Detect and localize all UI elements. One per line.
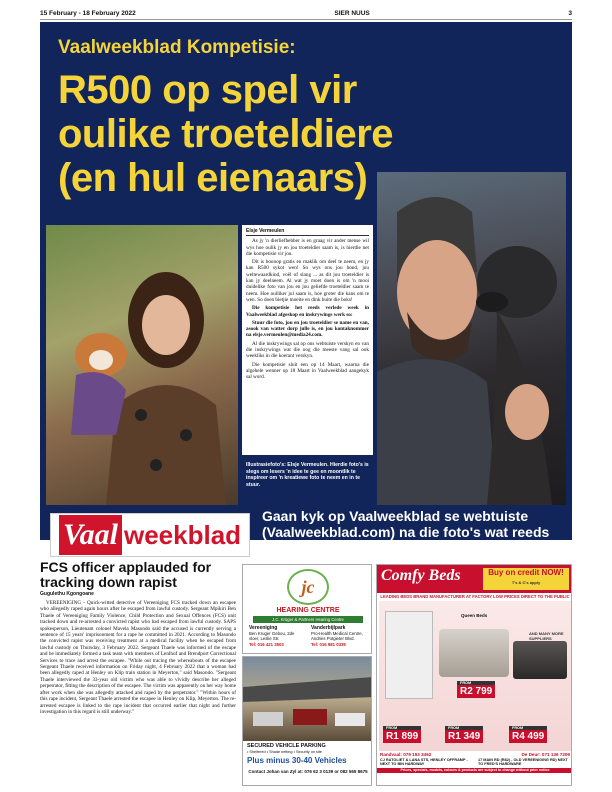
news-paragraph: VEREENIGING - Quick-witted detective of Vereeniging FCS tracked down an escapee who allegedly raped again hours after he escaped from lawful custody. Sergeant Mpikiri Ben Thaele of Vereeniging Family Violence, Child Protection and Sexual Offences (FCS) unit tracked down and re-arrested a convicted rapist who had escaped from lawful custody. SAPS spokesperson, Lieutenant colonel Mavela Masondo said the accused is currently serving a sentence of 15 years' imprisonment for a rape he committed in 2021. According to Masondo the convicted rapist was receiving treatment at a medical facility when he escaped from lawful custody on Thursday, 3 February 2022. Sergeant Thaele was informed of the escape and he immediately formed a task team with members of Lenlhof and Brendport Correctional Services to trace and arrest the escapee. "While out tracing the whereabouts of the escapee Sergeant Thaele received information on Friday night, 4 February 2022 that a woman had been allegedly raped at Henley on Klip train station in Meyerton," said Masondo. "Sergeant Thaele interviewed the 33-year old victim who was able to vividly describe her alleged perpetrator, fitting the description of the escapee. The victim was apparently on her way home after work when she was allegedly attacked and raped by the perpetrator." "Within hours of this rape incident, Sergeant Thaele arrested the escapee in Henley on Klip, Meyerton. The re-arrested escapee is linked to the rape incident that occurred earlier that night and further investigation in this regard is still underway.": [40, 600, 236, 715]
news-body: [40, 600, 236, 785]
branch-name: Vanderbijlpark: [311, 625, 346, 631]
branch-name: Vereeniging: [249, 625, 278, 631]
price-notice: Prices, specials, models, colours & products are subject to change without prior notice: [377, 768, 572, 774]
vaalweekblad-logo: [50, 513, 250, 557]
competition-section: [40, 22, 572, 556]
comfy-beds-ad: [376, 564, 572, 786]
article-paragraph: Dit is boonop gratis en maklik om deel te neem, en jy kan R500 sykot wen! So wys ons jou hond, jou weltewaardkind, voël of slang ... as dit jou troeteldier is kan jy deelneem. Al wat jy moet doen is om 'n mooi duidelike foto van jou en jou geliefde troeteldier saam te neem. Hoe oulliker jul saam is, hoe groter die kans om te wen. So doen bietjie moeite en dink buite die boks!: [246, 259, 369, 303]
wardrobe-image: [385, 611, 433, 699]
photo-caption: Illustrasiefoto's: Elsje Vermeulen. Hierdie foto's is slegs om lesers 'n idee te gee en moontlik te inspireer om 'n kreatiewe foto te neem en in te stuur.: [242, 459, 373, 505]
hearing-ad-subtitle: J.C. Krüger & Partners Hearing Centre: [253, 616, 363, 623]
article-byline: Elsje Vermeulen: [246, 228, 369, 236]
hearing-ad-title: HEARING CENTRE: [276, 607, 340, 614]
parking-features: • Sheltered • Shade netting • Security on site: [247, 750, 322, 754]
branch-addresses: [377, 758, 572, 767]
comfy-header: [377, 565, 572, 593]
hearing-branches: [249, 626, 367, 647]
website-cta: Gaan kyk op Vaalweekblad se webtuiste (Vaalweekblad.com) na die foto's wat reeds ontvang is - kliek op die 'Pomotions' skakel: [262, 508, 551, 556]
price-tag-bed: FROM R4 499: [509, 726, 547, 743]
article-paragraph: Die kompetisie het reeds verlede week in Vaalweekblad afgeskop en inskrywings werk so:: [246, 305, 369, 318]
comfy-tagline: LEADING BEDS BRAND MANUFACTURER AT FACTORY LOW PRICES DIRECT TO THE PUBLIC: [377, 594, 572, 599]
parking-contact: Contact Johan van Zyl at: 076 62 3 0139 or 082 565 8675: [248, 769, 368, 774]
article-paragraph: Die kompetisie sluit een op 14 Maart, waarna die algehele wenner op 18 Maart in Vaalweekblad aangekyk sal word.: [246, 361, 369, 381]
branch-vanderbijlpark: [311, 626, 367, 647]
logo-part-weekblad: weekblad: [123, 519, 242, 550]
comfy-logo: Comfy Beds: [381, 567, 461, 584]
jc-logo-icon: jc: [287, 569, 329, 605]
branch-vereeniging: [249, 626, 305, 647]
branch-address: Ben Kruger Gebou, 2de vloer, Leslie Str.: [249, 631, 295, 642]
news-headline: FCS officer applauded for tracking down rapist: [40, 559, 212, 590]
queen-bed-image: [439, 629, 509, 677]
dedeur-address: 17 MAIN RD (R82) - OLD VEREENIGING RD) NEXT TO FRED'S HARDWARE: [478, 757, 568, 767]
credit-terms: T's & C's apply: [511, 580, 541, 585]
parking-title: SECURED VEHICLE PARKING: [247, 743, 326, 749]
competition-kicker: Vaalweekblad Kompetisie:: [58, 37, 296, 58]
randvaal-address: CJ RATOLIET & LANA STS, HENLEY OFFRAMP - NEXT TO BIN HARDWAY: [380, 757, 468, 767]
issue-date: 15 February - 18 February 2022: [40, 10, 136, 17]
dedeur-phone: De Deur: 071 136 7209: [521, 752, 570, 757]
competition-article: [242, 225, 373, 455]
suppliers-label: AND MANY MORE SUPPLIERS: [529, 631, 564, 641]
man-with-dog-photo: [377, 172, 566, 505]
hearing-centre-ad: [242, 564, 372, 654]
parking-photo: [243, 657, 372, 741]
randvaal-phone: Randvaal: 079 153 3462: [380, 752, 432, 757]
leather-bed-image: [513, 641, 567, 679]
parking-capacity: Plus minus 30-40 Vehicles: [247, 756, 347, 765]
product-showcase: [379, 601, 571, 751]
credit-text: Buy on credit NOW!: [488, 568, 564, 577]
competition-headline: R500 op spel vir oulike troeteldiere (en hul eienaars): [58, 68, 394, 200]
article-paragraph: Stuur die foto, jou en jou troeteldier se name en van, asook van watter dorp julle is, en jou kontaknommer na elsje.vermeulen@media24.com.: [246, 319, 369, 339]
branch-tel: Tel: 016 421 3503: [249, 641, 284, 647]
article-paragraph: Al die inskrywings sal op ons webtuiste verskyn en van die inskrywings wat die oog die meeste vang sal ook weekliks in die koerant verskyn.: [246, 340, 369, 360]
credit-badge: [483, 568, 569, 590]
queen-beds-label: Queen Beds: [461, 613, 488, 618]
price-tag-wardrobe: FROM R1 899: [383, 726, 421, 743]
page-number: 3: [568, 10, 572, 17]
comfy-footer: [377, 752, 572, 786]
vehicle-parking-ad: [242, 656, 372, 786]
branch-address: Pro-Health Medical Centre, Andries Potgieter Blvd.: [311, 631, 363, 642]
logo-part-vaal: Vaal: [59, 515, 122, 555]
branch-tel: Tel: 016 981 0339: [311, 641, 346, 647]
woman-with-dog-photo: [46, 225, 238, 505]
price-tag-chest: FROM R1 349: [445, 726, 483, 743]
price-tag-queen: FROM R2 799: [457, 681, 495, 698]
news-byline: Gugulethu Kgongoane: [40, 591, 94, 597]
page-header: [40, 8, 572, 20]
article-paragraph: As jy 'n dierliefhebber is en graag vir ander mense wil wys hoe oulik jy en jou troeteldier saam is, is hierdie net die kompetisie vir jou.: [246, 238, 369, 257]
section-name: SIER NUUS: [334, 10, 370, 17]
